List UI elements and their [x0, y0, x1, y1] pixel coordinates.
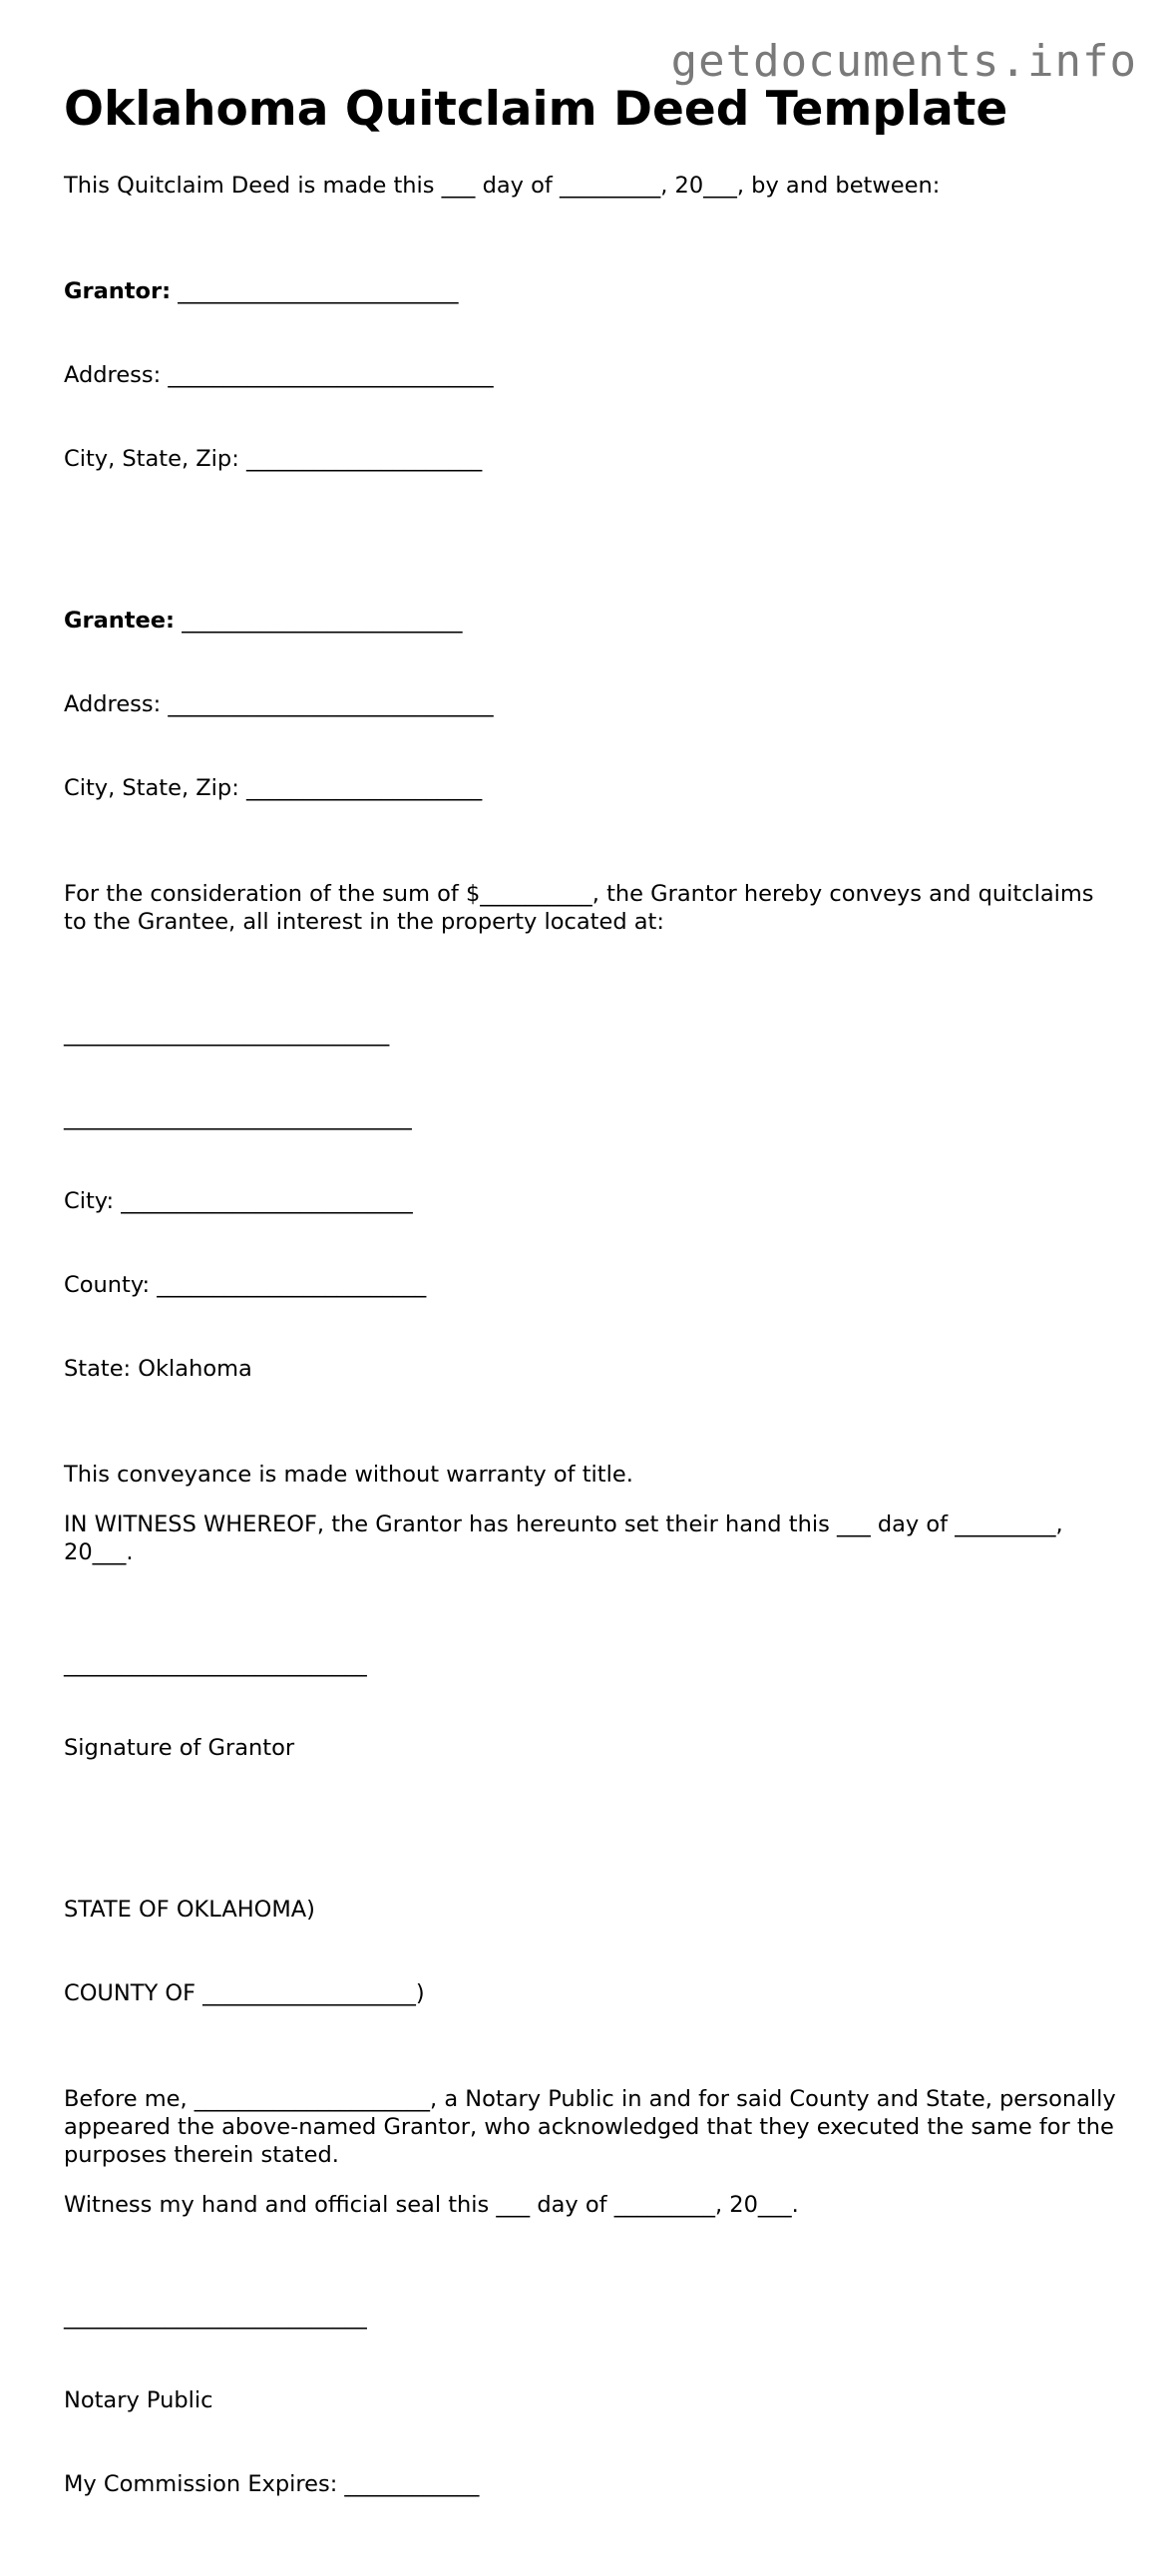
grantor-block [64, 221, 1121, 529]
consideration-paragraph: For the consideration of the sum of $__________, the Grantor hereby conveys and quitclaims to the Grantee, all interest in the property located at: [64, 881, 1101, 935]
grantee-name-blank: _________________________ [175, 608, 463, 634]
grantor-signature-label: Signature of Grantor [64, 1735, 295, 1761]
venue-state: STATE OF OKLAHOMA) [64, 1897, 315, 1923]
grantor-city-state-zip: City, State, Zip: _____________________ [64, 446, 483, 472]
property-county: County: ________________________ [64, 1272, 427, 1298]
grantee-city-state-zip: City, State, Zip: _____________________ [64, 775, 483, 801]
grantee-name-line [64, 607, 1121, 635]
notary-signature-line: ___________________________ [64, 2304, 367, 2330]
witness-paragraph: IN WITNESS WHEREOF, the Grantor has hereunto set their hand this ___ day of _________, 20___. [64, 1511, 1070, 1565]
property-line-2: _______________________________ [64, 1104, 412, 1130]
notary-commission-expires: My Commission Expires: ____________ [64, 2471, 480, 2497]
notary-signature-block [64, 2247, 1121, 2554]
grantor-signature-block [64, 1594, 1121, 1818]
intro-paragraph: This Quitclaim Deed is made this ___ day of _________, 20___, by and between: [64, 173, 941, 199]
notary-paragraph: Before me, _____________________, a Notary Public in and for said County and State, personally appeared the above-named Grantor, who acknowledged that they executed the same for the purposes therein stated. [64, 2086, 1123, 2168]
property-city: City: __________________________ [64, 1188, 413, 1214]
warranty-paragraph: This conveyance is made without warranty of title. [64, 1462, 633, 1488]
watermark: getdocuments.info [670, 36, 1137, 87]
property-line-1: _____________________________ [64, 1021, 390, 1047]
grantor-name-blank: _________________________ [171, 278, 459, 304]
venue-block [64, 1840, 1121, 2063]
grantee-label: Grantee: [64, 608, 176, 634]
venue-county: COUNTY OF ___________________) [64, 1980, 425, 2006]
grantor-address: Address: _____________________________ [64, 362, 494, 388]
notary-signature-label: Notary Public [64, 2387, 213, 2413]
grantor-label: Grantor: [64, 278, 172, 304]
property-block [64, 964, 1121, 1439]
grantor-name-line [64, 277, 1121, 305]
document-page [64, 82, 1121, 2576]
seal-paragraph: Witness my hand and official seal this ___ day of _________, 20___. [64, 2192, 799, 2218]
grantee-block [64, 551, 1121, 858]
document-title: Oklahoma Quitclaim Deed Template [64, 82, 1008, 137]
property-state: State: Oklahoma [64, 1356, 252, 1382]
grantor-signature-line: ___________________________ [64, 1651, 367, 1677]
grantee-address: Address: _____________________________ [64, 691, 494, 717]
